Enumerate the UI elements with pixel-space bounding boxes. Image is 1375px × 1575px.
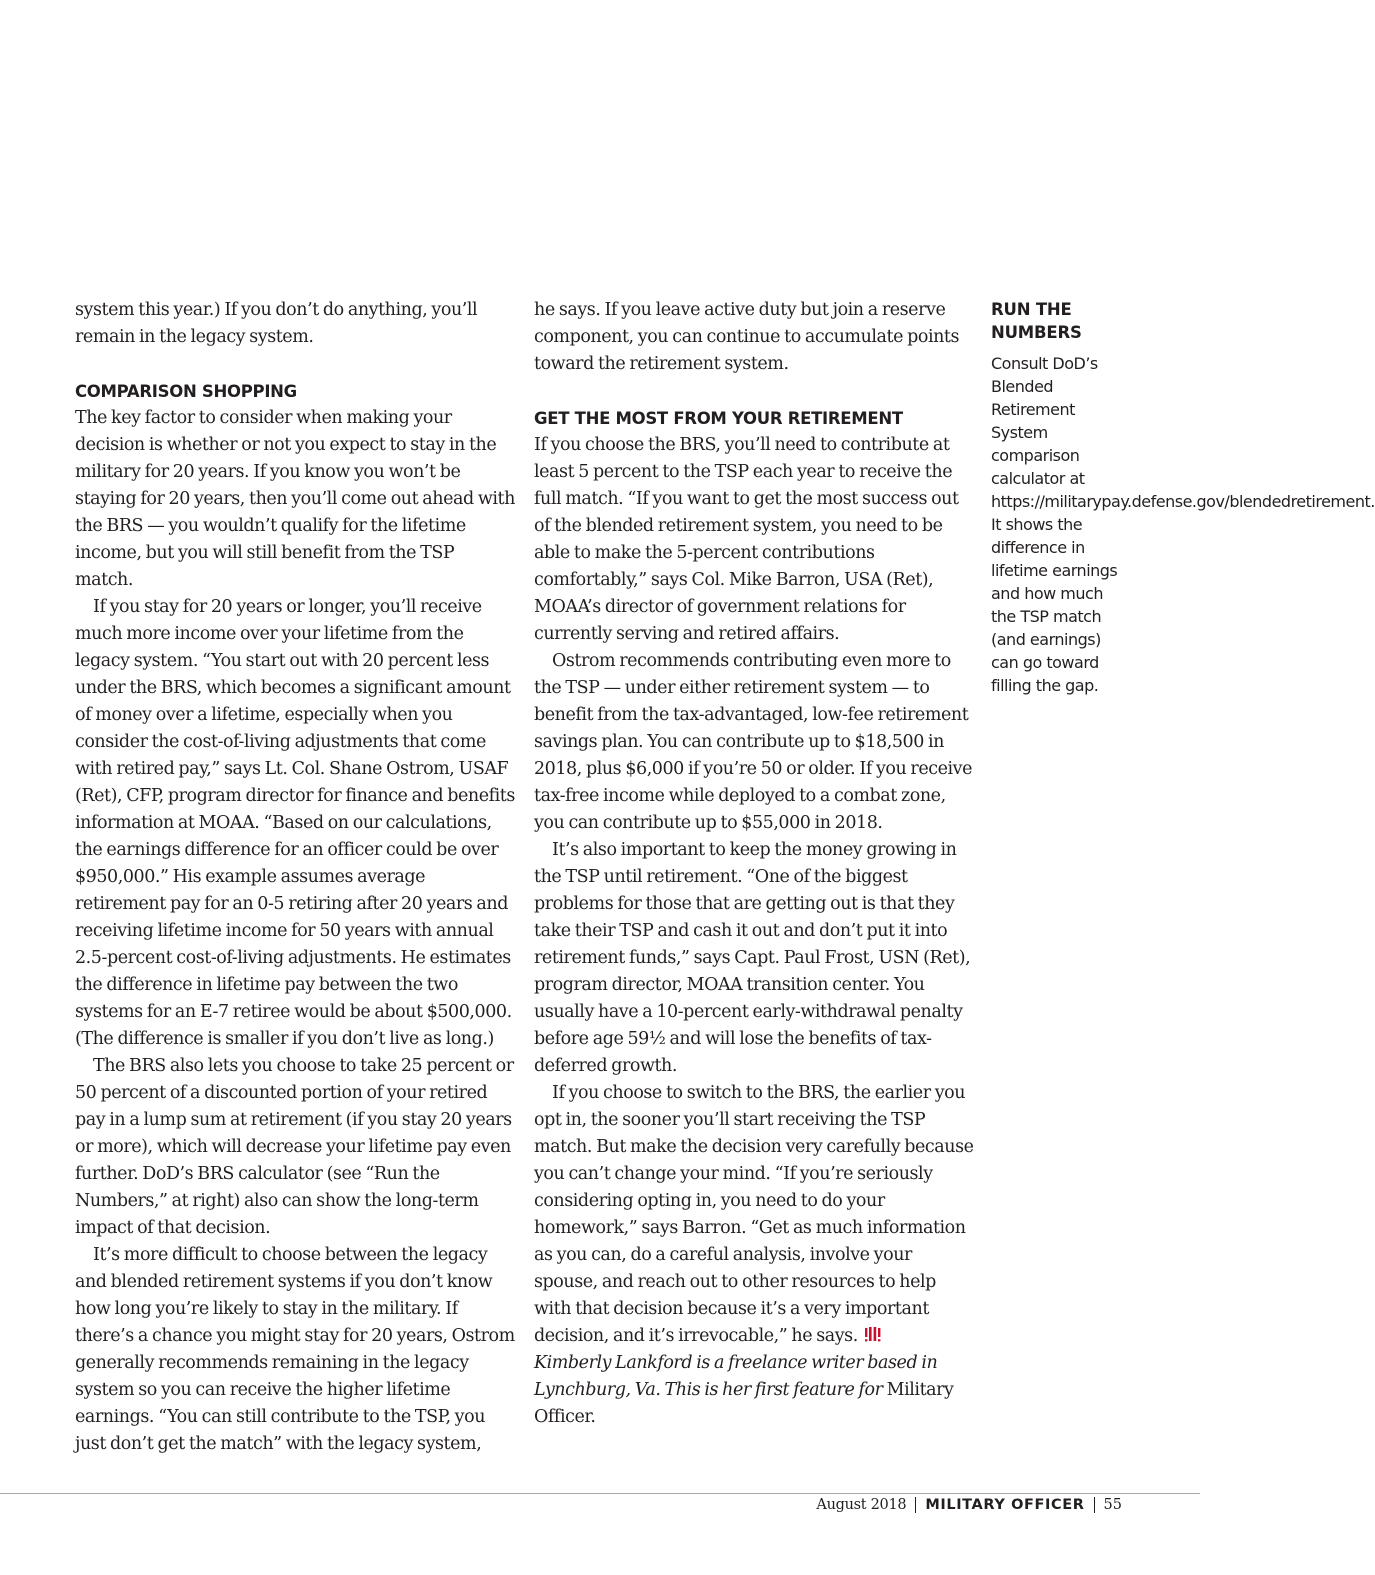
footer-rule: [0, 1493, 1200, 1494]
footer-separator: [1094, 1497, 1095, 1513]
author-credit-italic: Kimberly Lankford is a freelance writer based in Lynchburg, Va. This is her first feature for: [534, 1353, 938, 1400]
page-footer: [816, 1497, 1122, 1513]
paragraph: It’s also important to keep the money growing in the TSP until retirement. “One of the biggest problems for those that are getting out is that they take their TSP and cash it out and don’t put it into retirement funds,” says Capt. Paul Frost, USN (Ret), program director, MOAA transition center. You usually have a 10-percent early-withdrawal penalty before age 59½ and will lose the benefits of tax-deferred growth.: [534, 840, 971, 1076]
author-credit: [534, 1350, 974, 1431]
paragraph: The BRS also lets you choose to take 25 percent or 50 percent of a discounted portion of your retired pay in a lump sum at retirement (if you stay 20 years or more), which will decrease your lifetime pay even further. DoD’s BRS calculator (see “Run the Numbers,” at right) also can show the long-term impact of that decision.: [75, 1056, 514, 1238]
section-heading: GET THE MOST FROM YOUR RETIREMENT: [534, 409, 903, 428]
magazine-name: MILITARY OFFICER: [925, 1497, 1085, 1513]
paragraph: Ostrom recommends contributing even more to the TSP — under either retirement system — to benefit from the tax-advantaged, low-fee retirement savings plan. You can contribute up to $18,500 in 2018, plus $6,000 if you’re 50 or older. If you receive tax-free income while deployed to a combat zone, you can contribute up to $55,000 in 2018.: [534, 651, 972, 833]
sidebar-text: Consult DoD’s Blended Retirement System comparison calculator at https://militarypay.defense.gov/blendedretirement. It shows the difference in lifetime earnings and how much the TSP match (and earnings) can go toward filling the gap.: [991, 354, 1375, 695]
issue-date: August 2018: [816, 1497, 907, 1513]
article-column-middle: [534, 297, 974, 1431]
paragraph: It’s more difficult to choose between the legacy and blended retirement systems if you don’t know how long you’re likely to stay in the military. If there’s a chance you might stay for 20 years, Ostrom generally recommends remaining in the legacy system so you can receive the higher lifetime earnings. “You can still contribute to the TSP, you just don’t get the match” with the legacy system,: [75, 1245, 515, 1454]
paragraph: If you choose the BRS, you’ll need to contribute at least 5 percent to the TSP each year to receive the full match. “If you want to get the most success out of the blended retirement system, you need to be able to make the 5-percent contributions comfortably,” says Col. Mike Barron, USA (Ret), MOAA’s director of government relations for currently serving and retired affairs.: [534, 435, 959, 644]
footer-separator: [915, 1497, 916, 1513]
page-number: 55: [1103, 1497, 1122, 1513]
section-heading: COMPARISON SHOPPING: [75, 382, 297, 401]
paragraph-final: [534, 1080, 974, 1350]
publication-name: Military Officer.: [534, 1380, 954, 1427]
moaa-end-mark-icon: [865, 1327, 882, 1342]
paragraph: If you stay for 20 years or longer, you’ll receive much more income over your lifetime from the legacy system. “You start out with 20 percent less under the BRS, which becomes a significant amount of money over a lifetime, especially when you consider the cost-of-living adjustments that come with retired pay,” says Lt. Col. Shane Ostrom, USAF (Ret), CFP, program director for finance and benefits information at MOAA. “Based on our calculations, the earnings difference for an officer could be over $950,000.” His example assumes average retirement pay for an 0-5 retiring after 20 years and receiving lifetime income for 50 years with annual 2.5-percent cost-of-living adjustments. He estimates the difference in lifetime pay between the two systems for an E-7 retiree would be about $500,000. (The difference is smaller if you don’t live as long.): [75, 597, 515, 1049]
paragraph-text: If you choose to switch to the BRS, the earlier you opt in, the sooner you’ll start receiving the TSP match. But make the decision very carefully because you can’t change your mind. “If you’re seriously considering opting in, you need to do your homework,” says Barron. “Get as much information as you can, do a careful analysis, involve your spouse, and reach out to other resources to help with that decision because it’s a very important decision, and it’s irrevocable,” he says.: [534, 1083, 974, 1346]
paragraph: system this year.) If you don’t do anything, you’ll remain in the legacy system.: [75, 300, 478, 347]
paragraph: he says. If you leave active duty but join a reserve component, you can continue to accumulate points toward the retirement system.: [534, 300, 960, 374]
paragraph: The key factor to consider when making your decision is whether or not you expect to stay in the military for 20 years. If you know you won’t be staying for 20 years, then you’ll come out ahead with the BRS — you wouldn’t qualify for the lifetime income, but you will still benefit from the TSP match.: [75, 408, 515, 590]
sidebar-run-the-numbers: [991, 298, 1375, 697]
article-column-left: [75, 297, 515, 1458]
sidebar-title: RUN THE NUMBERS: [991, 300, 1082, 342]
